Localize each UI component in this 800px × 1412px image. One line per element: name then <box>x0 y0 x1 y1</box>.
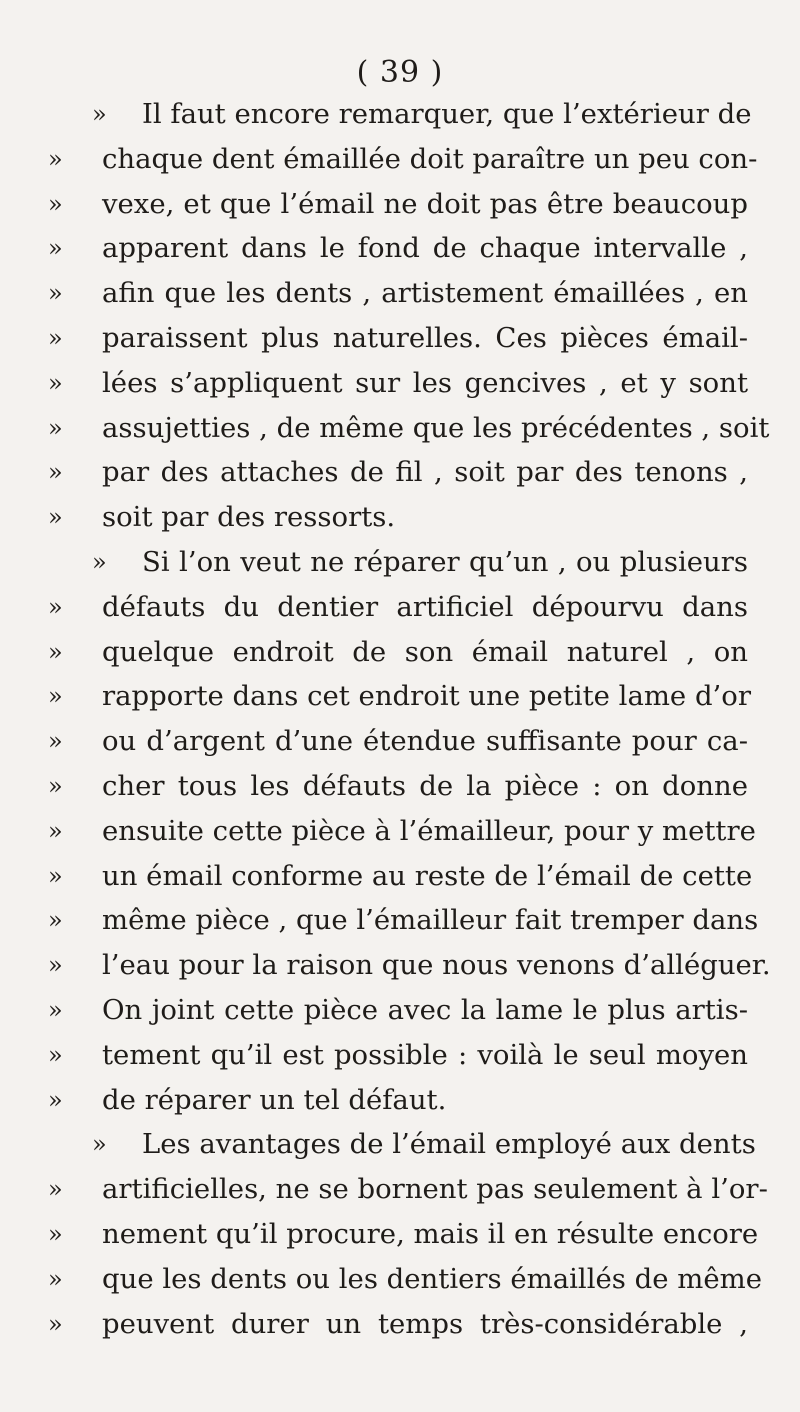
guillemet-marker: » <box>48 189 63 218</box>
line-text: Si l’on veut ne réparer qu’un , ou plusieurs <box>142 545 748 578</box>
guillemet-marker: » <box>48 1085 63 1114</box>
page-number: ( 39 ) <box>356 55 444 90</box>
line-text: cher tous les défauts de la pièce : on donne <box>102 769 748 802</box>
line-text: lées s’appliquent sur les gencives , et y sont <box>102 366 748 399</box>
guillemet-marker: » <box>48 637 63 666</box>
text-line <box>48 406 770 451</box>
text-line <box>48 271 748 316</box>
guillemet-marker: » <box>48 234 63 263</box>
line-text: ensuite cette pièce à l’émailleur, pour y mettre <box>102 814 756 847</box>
guillemet-marker: » <box>48 458 63 487</box>
guillemet-marker: » <box>48 279 63 308</box>
text-line <box>48 495 748 540</box>
line-text: On joint cette pièce avec la lame le plus artis- <box>102 993 748 1026</box>
text-line <box>48 988 748 1033</box>
guillemet-marker: » <box>48 682 63 711</box>
text-line <box>48 809 756 854</box>
guillemet-marker: » <box>48 1309 63 1338</box>
line-text: ou d’argent d’une étendue suffisante pour ca- <box>102 725 748 758</box>
text-line <box>48 540 748 585</box>
text-line <box>48 719 748 764</box>
guillemet-marker: » <box>48 323 63 352</box>
line-text: par des attaches de fil , soit par des tenons , <box>102 456 748 489</box>
text-line <box>48 182 748 227</box>
text-line <box>48 764 748 809</box>
text-line <box>48 1257 762 1302</box>
text-line <box>48 1122 756 1167</box>
line-text: artificielles, ne se bornent pas seulement à l’or- <box>102 1173 768 1206</box>
guillemet-marker: » <box>48 1219 63 1248</box>
guillemet-marker: » <box>48 861 63 890</box>
guillemet-marker: » <box>48 1175 63 1204</box>
line-text: tement qu’il est possible : voilà le seul moyen <box>102 1038 748 1071</box>
line-text: un émail conforme au reste de l’émail de cette <box>102 859 753 892</box>
line-text: assujetties , de même que les précédentes , soit <box>102 411 770 444</box>
guillemet-marker: » <box>92 1130 107 1159</box>
text-line <box>48 674 751 719</box>
text-line <box>48 316 748 361</box>
text-line <box>48 92 752 137</box>
guillemet-marker: » <box>48 368 63 397</box>
text-line <box>48 137 758 182</box>
line-text: vexe, et que l’émail ne doit pas être beaucoup <box>102 187 748 220</box>
line-text: soit par des ressorts. <box>102 501 396 534</box>
line-text: que les dents ou les dentiers émaillés de même <box>102 1262 762 1295</box>
line-text: Il faut encore remarquer, que l’extérieur de <box>142 98 752 130</box>
guillemet-marker: » <box>48 771 63 800</box>
guillemet-marker: » <box>48 816 63 845</box>
text-line <box>48 226 748 271</box>
line-text: apparent dans le fond de chaque intervalle , <box>102 232 748 265</box>
text-line <box>48 1167 768 1212</box>
line-text: même pièce , que l’émailleur fait tremper dans <box>102 904 759 937</box>
text-line <box>48 585 748 630</box>
text-line <box>48 1033 748 1078</box>
guillemet-marker: » <box>92 100 107 128</box>
text-line <box>48 630 748 675</box>
line-text: peuvent durer un temps très-considérable , <box>102 1307 748 1340</box>
guillemet-marker: » <box>48 592 63 621</box>
guillemet-marker: » <box>48 413 63 442</box>
guillemet-marker: » <box>48 1264 63 1293</box>
line-text: quelque endroit de son émail naturel , on <box>102 635 748 668</box>
guillemet-marker: » <box>48 503 63 532</box>
guillemet-marker: » <box>92 547 107 576</box>
text-line <box>48 898 759 943</box>
text-line <box>48 361 748 406</box>
line-text: Les avantages de l’émail employé aux dents <box>142 1128 756 1161</box>
line-text: chaque dent émaillée doit paraître un peu con- <box>102 142 758 175</box>
line-text: paraissent plus naturelles. Ces pièces émail- <box>102 321 748 354</box>
text-line <box>48 450 748 495</box>
guillemet-marker: » <box>48 144 63 173</box>
line-text: de réparer un tel défaut. <box>102 1083 447 1116</box>
line-text: rapporte dans cet endroit une petite lame d’or <box>102 680 751 713</box>
text-line <box>48 943 771 988</box>
guillemet-marker: » <box>48 951 63 980</box>
text-line <box>48 1078 748 1123</box>
text-line <box>48 1212 759 1257</box>
line-text: défauts du dentier artificiel dépourvu dans <box>102 590 748 623</box>
line-text: nement qu’il procure, mais il en résulte encore <box>102 1217 759 1250</box>
guillemet-marker: » <box>48 1040 63 1069</box>
text-line <box>48 854 753 899</box>
text-line <box>48 1302 748 1347</box>
line-text: l’eau pour la raison que nous venons d’alléguer. <box>102 949 771 982</box>
guillemet-marker: » <box>48 727 63 756</box>
guillemet-marker: » <box>48 995 63 1024</box>
text-block <box>48 92 771 1346</box>
line-text: afin que les dents , artistement émaillées , en <box>102 277 748 310</box>
guillemet-marker: » <box>48 906 63 935</box>
